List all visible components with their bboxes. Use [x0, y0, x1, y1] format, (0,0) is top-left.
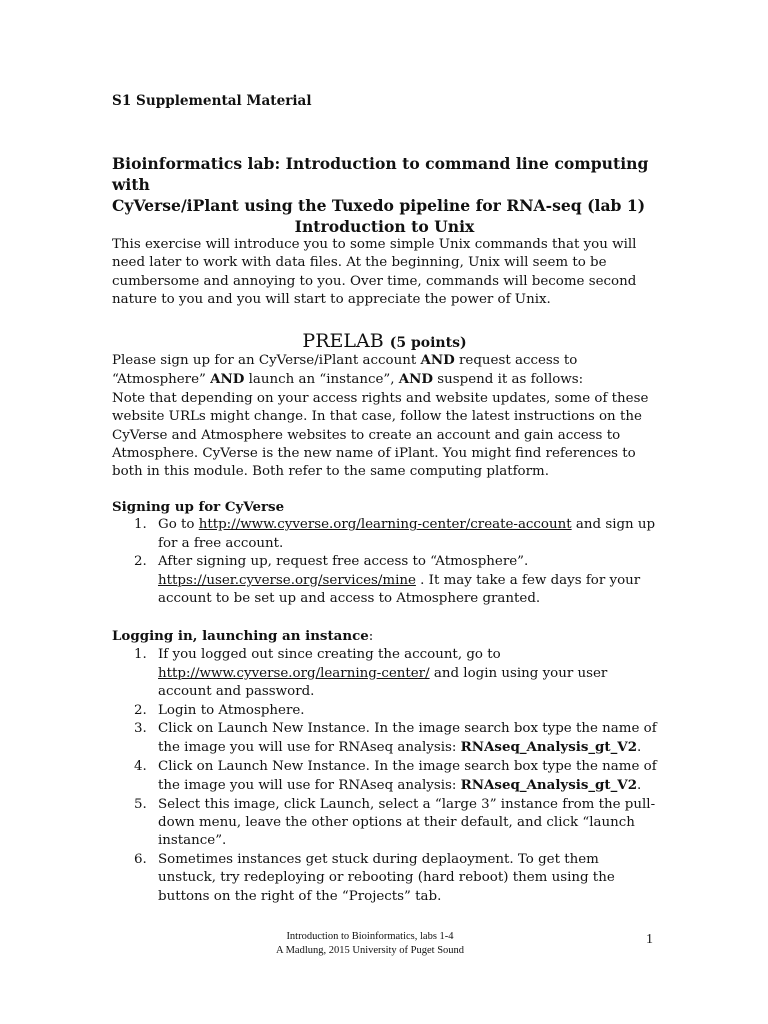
- list-item: [112, 553, 657, 608]
- image-name: RNAseq_Analysis_gt_V2: [460, 777, 638, 794]
- document-title: [112, 153, 657, 237]
- list-text: Sometimes instances get stuck during deplaoyment. To get them unstuck, try redeploying or rebooting (hard reboot) them using the buttons on the right of the “Projects” tab.: [158, 851, 615, 904]
- login-title: Logging in, launching an instance: [112, 628, 369, 644]
- login-section: [112, 627, 657, 906]
- title-line-3: Introduction to Unix: [294, 217, 475, 236]
- list-item: [112, 702, 657, 720]
- list-number: 4.: [134, 758, 147, 774]
- prelab-title: PRELAB: [302, 330, 384, 352]
- list-number: 2.: [134, 554, 147, 570]
- signup-list: [112, 516, 657, 608]
- prelab-text-a: Please sign up for an CyVerse/iPlant account: [112, 353, 421, 368]
- list-number: 1.: [134, 647, 147, 663]
- prelab-text-c: launch an “instance”,: [244, 372, 399, 388]
- prelab-note: Note that depending on your access rights and website updates, some of these website URLs might change. In that case, follow the latest instructions on the CyVerse and Atmosphere websites to create an account and gain access to Atmosphere. CyVerse is the new name of iPlant. You might find references to both in this module. Both refer to the same computing platform.: [112, 390, 649, 480]
- page-footer: [200, 930, 540, 958]
- prelab-text-d: suspend it as follows:: [433, 372, 584, 388]
- page-number: 1: [646, 932, 653, 947]
- login-list: [112, 646, 657, 906]
- create-account-link[interactable]: http://www.cyverse.org/learning-center/create-account: [198, 517, 572, 533]
- list-item: [112, 796, 657, 851]
- prelab-and-2: AND: [210, 371, 245, 388]
- prelab-body: [112, 351, 657, 482]
- services-link[interactable]: https://user.cyverse.org/services/mine: [158, 572, 416, 588]
- list-text: Go to: [158, 517, 199, 533]
- footer-line-1: Introduction to Bioinformatics, labs 1-4: [286, 931, 454, 942]
- list-text: Select this image, click Launch, select a “large 3” instance from the pull-down menu, leave the other options at their default, and click “launch instance”.: [158, 796, 656, 849]
- list-number: 5.: [134, 796, 147, 812]
- list-item: [112, 516, 657, 553]
- prelab-and-1: AND: [420, 352, 455, 368]
- signup-title: Signing up for CyVerse: [112, 499, 285, 515]
- title-line-1: Bioinformatics lab: Introduction to command line computing with: [112, 154, 649, 194]
- list-number: 2.: [134, 702, 147, 718]
- list-number: 6.: [134, 851, 147, 867]
- learning-center-link[interactable]: http://www.cyverse.org/learning-center/: [158, 665, 430, 681]
- list-text: After signing up, request free access to “Atmosphere”.: [158, 554, 529, 570]
- title-line-2: CyVerse/iPlant using the Tuxedo pipeline for RNA-seq (lab 1): [112, 196, 646, 215]
- prelab-points: (5 points): [389, 335, 467, 351]
- list-item: [112, 720, 657, 758]
- list-number: 1.: [134, 517, 147, 533]
- login-colon: :: [368, 629, 374, 644]
- list-text: and sign up for a free account.: [158, 517, 656, 551]
- list-item: [112, 646, 657, 701]
- supplemental-label: S1 Supplemental Material: [112, 93, 312, 109]
- list-text: and login using your user account and password.: [158, 665, 608, 700]
- prelab-text-b: request access to “Atmosphere”: [112, 353, 578, 388]
- list-item: [112, 758, 657, 796]
- image-name: RNAseq_Analysis_gt_V2: [460, 739, 638, 756]
- list-text: Click on Launch New Instance. In the image search box type the name of the image you will use for RNAseq analysis:: [158, 758, 657, 794]
- list-text: Login to Atmosphere.: [158, 702, 305, 718]
- list-text: Click on Launch New Instance. In the image search box type the name of the image you will use for RNAseq analysis:: [158, 721, 657, 756]
- list-text: .: [637, 740, 642, 756]
- prelab-instructions: [112, 351, 657, 390]
- document-page: [112, 0, 657, 1024]
- list-item: [112, 851, 657, 906]
- prelab-and-3: AND: [398, 371, 434, 388]
- footer-line-2: A Madlung, 2015 University of Puget Sound: [275, 945, 465, 956]
- intro-paragraph: This exercise will introduce you to some simple Unix commands that you will need later to work with data files. At the beginning, Unix will seem to be cumbersome and annoying to you. Over time, commands will become second nature to you and you will start to appreciate the power of Unix.: [112, 237, 637, 308]
- list-number: 3.: [134, 721, 147, 737]
- list-text: If you logged out since creating the account, go to: [158, 647, 501, 663]
- list-text: .: [637, 778, 642, 794]
- list-text: . It may take a few days for your account to be set up and access to Atmosphere granted.: [158, 572, 641, 607]
- login-title-row: [112, 627, 657, 646]
- signup-section: [112, 498, 657, 608]
